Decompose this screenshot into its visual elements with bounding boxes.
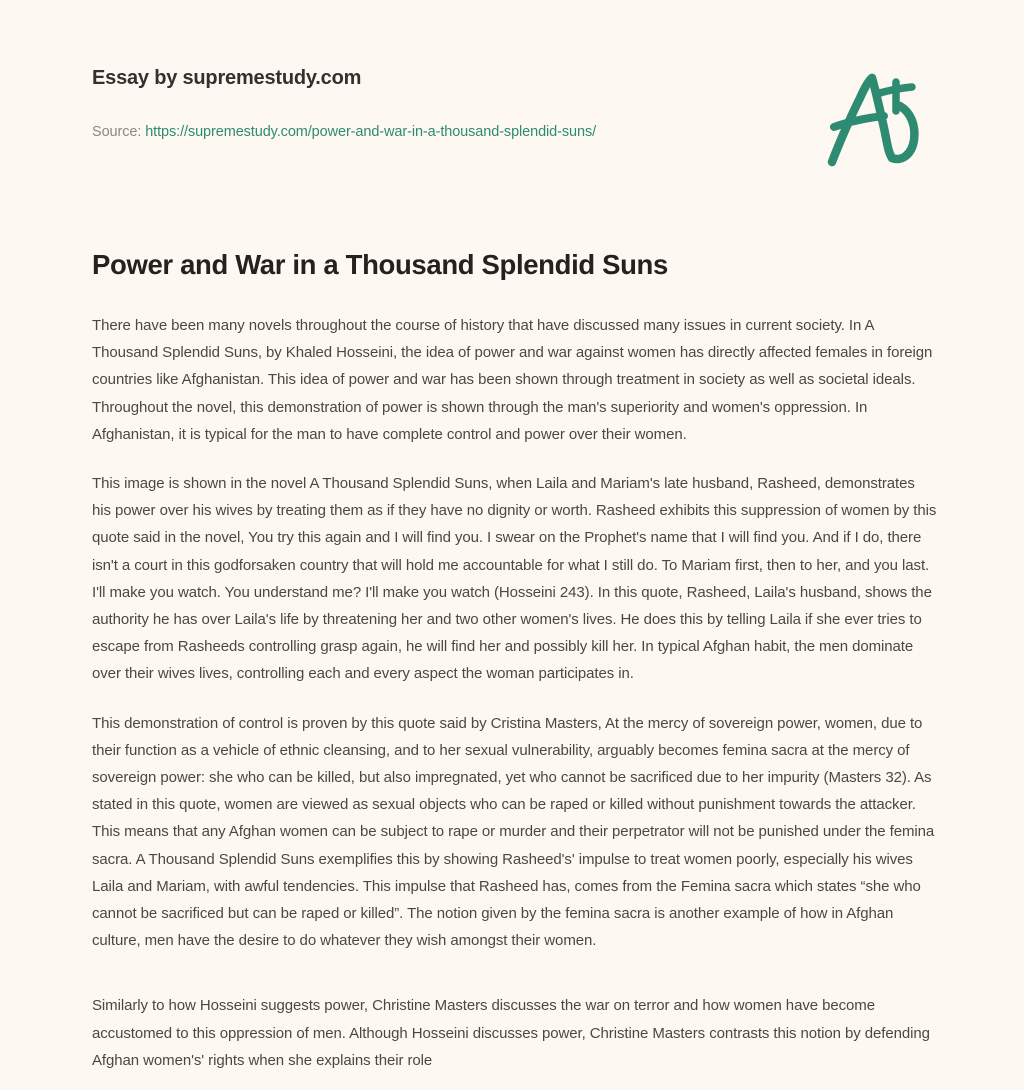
byline: Essay by supremestudy.com <box>92 67 362 89</box>
source-label: Source: <box>92 124 142 140</box>
article <box>92 248 937 1074</box>
paragraph-3: This demonstration of control is proven by this quote said by Cristina Masters, At the mercy of sovereign power, women, due to their function as a vehicle of ethnic cleansing, and to her sexual vulnerability, arguably becomes femina sacra at the mercy of sovereign power: she who can be killed, but also impregnated, yet who cannot be sacrificed due to her impurity (Masters 32). As stated in this quote, women are viewed as sexual objects who can be raped or killed without punishment towards the attacker. This means that any Afghan women can be subject to rape or murder and their perpetrator will not be punished under the femina sacra. A Thousand Splendid Suns exemplifies this by showing Rasheed's' impulse to treat women poorly, especially his wives Laila and Mariam, with awful tendencies. This impulse that Rasheed has, comes from the Femina sacra which states “she who cannot be sacrificed but can be raped or killed”. The notion given by the femina sacra is another example of how in Afghan culture, men have the desire to do whatever they wish amongst their women. <box>92 714 935 950</box>
source-url-link[interactable]: https://supremestudy.com/power-and-war-in-a-thousand-splendid-suns/ <box>145 124 597 140</box>
a-plus-logo[interactable] <box>812 58 932 176</box>
article-body <box>92 312 937 1074</box>
source-row <box>92 124 596 140</box>
page-header <box>0 0 1024 200</box>
a-plus-icon <box>812 58 932 176</box>
paragraph-4: Similarly to how Hosseini suggests power, Christine Masters discusses the war on terror and how women have become accustomed to this oppression of men. Although Hosseini discusses power, Christine Masters contrasts this notion by defending Afghan women's' rights when she explains their role <box>92 997 930 1069</box>
paragraph-1: There have been many novels throughout the course of history that have discussed many issues in current society. In A Thousand Splendid Suns, by Khaled Hosseini, the idea of power and war against women has directly affected females in foreign countries like Afghanistan. This idea of power and war has been shown through treatment in society as well as societal ideals. Throughout the novel, this demonstration of power is shown through the man's superiority and women's oppression. In Afghanistan, it is typical for the man to have complete control and power over their women. <box>92 317 933 443</box>
paragraph-2: This image is shown in the novel A Thousand Splendid Suns, when Laila and Mariam's late husband, Rasheed, demonstrates his power over his wives by treating them as if they have no dignity or worth. Rasheed exhibits this suppression of women by this quote said in the novel, You try this again and I will find you. I swear on the Prophet's name that I will find you. And if I do, there isn't a court in this godforsaken country that will hold me accountable for what I still do. To Mariam first, then to her, and you last. I'll make you watch. You understand me? I'll make you watch (Hosseini 243). In this quote, Rasheed, Laila's husband, shows the authority he has over Laila's life by threatening her and two other women's lives. He does this by telling Laila if she ever tries to escape from Rasheeds controlling grasp again, he will find her and possibly kill her. In typical Afghan habit, the men dominate over their wives lives, controlling each and every aspect the woman participates in. <box>92 475 937 683</box>
page-title: Power and War in a Thousand Splendid Suns <box>92 249 668 280</box>
